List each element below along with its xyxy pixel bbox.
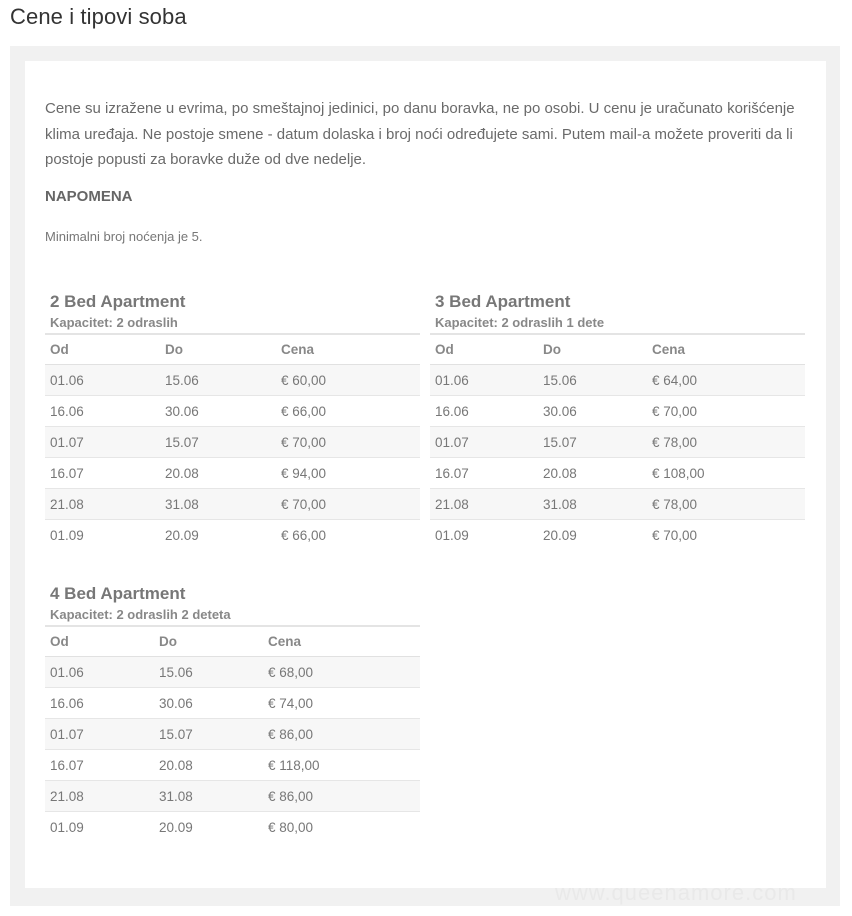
cell-from: 21.08 (45, 781, 154, 812)
apartment-title: 4 Bed Apartment (50, 584, 186, 603)
cell-price: € 60,00 (276, 365, 420, 396)
apartment-4-bed (45, 583, 420, 842)
cell-from: 16.07 (430, 458, 538, 489)
column-header-od: Od (45, 334, 160, 365)
cell-price: € 94,00 (276, 458, 420, 489)
price-table (45, 333, 420, 550)
cell-price: € 70,00 (276, 489, 420, 520)
table-row (45, 657, 420, 688)
cell-price: € 70,00 (647, 520, 805, 551)
cell-to: 20.09 (154, 812, 263, 843)
cell-from: 01.06 (430, 365, 538, 396)
cell-price: € 68,00 (263, 657, 420, 688)
cell-from: 01.06 (45, 365, 160, 396)
cell-to: 15.06 (538, 365, 647, 396)
watermark: www.queenamore.com (555, 880, 797, 905)
column-header-do: Do (160, 334, 276, 365)
cell-from: 01.07 (45, 427, 160, 458)
column-header-cena: Cena (276, 334, 420, 365)
table-row (430, 489, 805, 520)
cell-price: € 66,00 (276, 520, 420, 551)
apartment-capacity: Kapacitet: 2 odraslih 1 dete (435, 315, 605, 330)
column-header-od: Od (45, 626, 154, 657)
cell-to: 20.08 (160, 458, 276, 489)
table-row (45, 396, 420, 427)
cell-to: 30.06 (538, 396, 647, 427)
cell-from: 21.08 (45, 489, 160, 520)
cell-from: 16.06 (45, 396, 160, 427)
cell-from: 16.07 (45, 458, 160, 489)
cell-from: 01.07 (45, 719, 154, 750)
cell-to: 31.08 (160, 489, 276, 520)
table-row (430, 520, 805, 551)
table-row (45, 781, 420, 812)
price-table (430, 333, 805, 550)
table-header-row (45, 626, 420, 657)
cell-to: 15.07 (154, 719, 263, 750)
cell-price: € 74,00 (263, 688, 420, 719)
table-row (430, 365, 805, 396)
table-row (45, 688, 420, 719)
table-row (45, 719, 420, 750)
table-header-row (45, 334, 420, 365)
apartment-2-bed (45, 291, 420, 550)
cell-to: 20.08 (154, 750, 263, 781)
cell-to: 20.09 (160, 520, 276, 551)
cell-to: 15.06 (160, 365, 276, 396)
cell-from: 16.06 (430, 396, 538, 427)
cell-from: 16.06 (45, 688, 154, 719)
note-text: Minimalni broj noćenja je 5. (45, 229, 203, 244)
cell-to: 15.06 (154, 657, 263, 688)
cell-from: 01.09 (45, 812, 154, 843)
table-row (45, 365, 420, 396)
table-row (45, 750, 420, 781)
table-row (430, 427, 805, 458)
intro-text: Cene su izražene u evrima, po smeštajnoj jedinici, po danu boravka, ne po osobi. U cenu je uračunato korišćenje klima uređaja. Ne postoje smene - datum dolaska i broj noći određujete sami. Putem mail-a možete proveriti da li postoje popusti za boravke duže od dve nedelje. (45, 100, 795, 168)
cell-price: € 70,00 (276, 427, 420, 458)
apartment-3-bed (430, 291, 805, 550)
price-table (45, 625, 420, 842)
page-title: Cene i tipovi soba (10, 4, 187, 29)
cell-price: € 86,00 (263, 781, 420, 812)
cell-price: € 86,00 (263, 719, 420, 750)
cell-from: 21.08 (430, 489, 538, 520)
table-row (45, 812, 420, 843)
cell-to: 15.07 (538, 427, 647, 458)
cell-price: € 78,00 (647, 427, 805, 458)
cell-price: € 78,00 (647, 489, 805, 520)
apartment-title: 2 Bed Apartment (50, 292, 186, 311)
cell-from: 16.07 (45, 750, 154, 781)
table-row (45, 520, 420, 551)
cell-to: 30.06 (160, 396, 276, 427)
cell-from: 01.09 (430, 520, 538, 551)
column-header-cena: Cena (263, 626, 420, 657)
cell-to: 31.08 (538, 489, 647, 520)
column-header-cena: Cena (647, 334, 805, 365)
cell-to: 20.08 (538, 458, 647, 489)
table-row (430, 458, 805, 489)
note-heading: NAPOMENA (45, 188, 133, 205)
apartment-capacity: Kapacitet: 2 odraslih (50, 315, 178, 330)
cell-price: € 66,00 (276, 396, 420, 427)
cell-price: € 118,00 (263, 750, 420, 781)
cell-from: 01.06 (45, 657, 154, 688)
table-row (45, 458, 420, 489)
cell-price: € 80,00 (263, 812, 420, 843)
cell-price: € 70,00 (647, 396, 805, 427)
cell-from: 01.07 (430, 427, 538, 458)
cell-from: 01.09 (45, 520, 160, 551)
table-row (45, 489, 420, 520)
cell-to: 20.09 (538, 520, 647, 551)
cell-price: € 108,00 (647, 458, 805, 489)
table-row (45, 427, 420, 458)
table-header-row (430, 334, 805, 365)
column-header-od: Od (430, 334, 538, 365)
cell-to: 15.07 (160, 427, 276, 458)
column-header-do: Do (538, 334, 647, 365)
cell-to: 31.08 (154, 781, 263, 812)
apartment-capacity: Kapacitet: 2 odraslih 2 deteta (50, 607, 231, 622)
cell-price: € 64,00 (647, 365, 805, 396)
cell-to: 30.06 (154, 688, 263, 719)
table-row (430, 396, 805, 427)
column-header-do: Do (154, 626, 263, 657)
apartment-title: 3 Bed Apartment (435, 292, 571, 311)
